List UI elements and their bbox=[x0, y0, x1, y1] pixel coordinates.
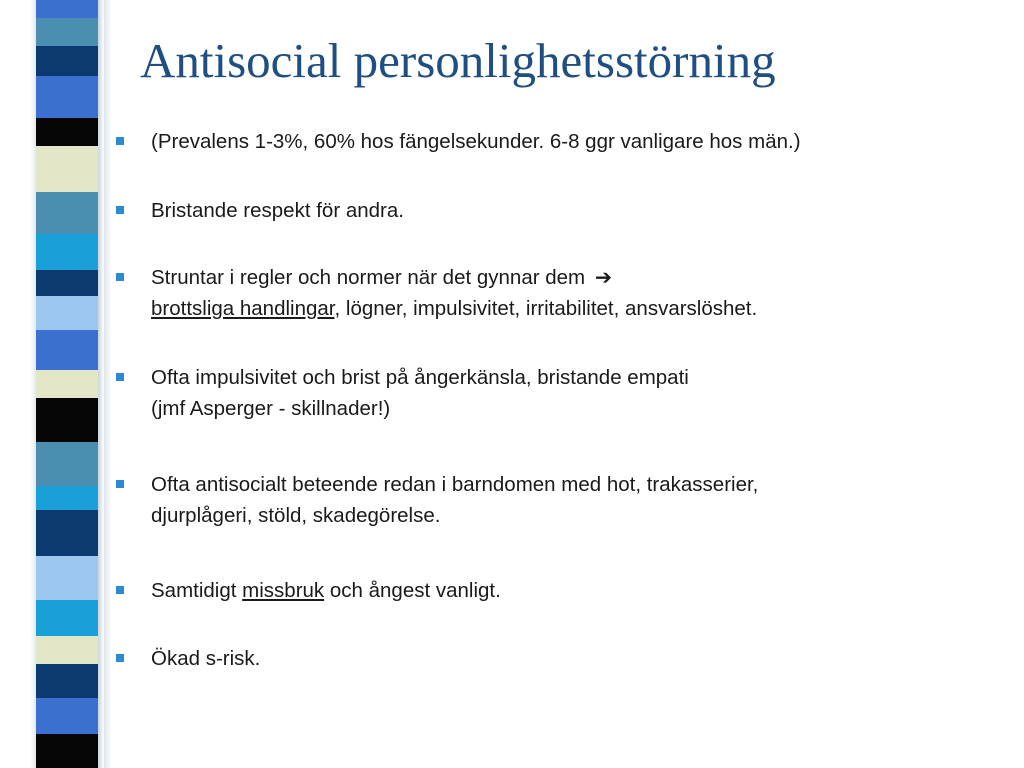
bullet-line bbox=[151, 575, 1011, 606]
bullet-line: Bristande respekt för andra. bbox=[151, 199, 404, 222]
stripe-band bbox=[36, 76, 98, 118]
stripe-band bbox=[36, 192, 98, 234]
bullet-line bbox=[151, 262, 1011, 293]
bullet-line: (Prevalens 1-3%, 60% hos fängelsekunder. 6-8 ggr vanligare hos män.) bbox=[151, 130, 801, 153]
stripe-band bbox=[36, 330, 98, 370]
square-bullet-icon bbox=[116, 586, 124, 594]
bullet-item bbox=[114, 362, 974, 424]
bullet-list bbox=[114, 0, 1014, 768]
bullet-text bbox=[151, 262, 1011, 324]
brottsliga-handlingar-link[interactable]: brottsliga handlingar bbox=[151, 297, 335, 320]
stripe-band bbox=[36, 442, 98, 486]
square-bullet-icon bbox=[116, 206, 124, 214]
bullet-line: Ökad s-risk. bbox=[151, 647, 261, 670]
decorative-stripe-bar bbox=[36, 0, 98, 768]
missbruk-link[interactable]: missbruk bbox=[242, 579, 325, 602]
stripe-shadow bbox=[98, 0, 104, 768]
stripe-band bbox=[36, 556, 98, 600]
bullet-line-text: Samtidigt bbox=[151, 579, 243, 602]
slide-title: Antisocial personlighetsstörning bbox=[140, 33, 776, 88]
bullet-item bbox=[114, 469, 974, 531]
square-bullet-icon bbox=[116, 137, 124, 145]
bullet-line-text: Struntar i regler och normer när det gynnar dem bbox=[151, 266, 586, 289]
bullet-line: Ofta antisocialt beteende redan i barndomen med hot, trakasserier, bbox=[151, 473, 759, 496]
bullet-item bbox=[114, 575, 974, 606]
stripe-band bbox=[36, 698, 98, 734]
stripe-band bbox=[36, 370, 98, 398]
bullet-text bbox=[151, 575, 1011, 606]
square-bullet-icon bbox=[116, 373, 124, 381]
stripe-band bbox=[36, 46, 98, 76]
stripe-band bbox=[36, 18, 98, 46]
bullet-line bbox=[151, 293, 1011, 324]
bullet-line-text: , lögner, impulsivitet, irritabilitet, ansvarslöshet. bbox=[334, 297, 758, 320]
bullet-text bbox=[151, 362, 1011, 424]
bullet-text bbox=[151, 126, 1011, 157]
square-bullet-icon bbox=[116, 273, 124, 281]
stripe-band bbox=[36, 234, 98, 270]
stripe-band bbox=[36, 510, 98, 556]
bullet-line: Ofta impulsivitet och brist på ångerkänsla, bristande empati bbox=[151, 366, 689, 389]
stripe-band bbox=[36, 398, 98, 442]
bullet-item bbox=[114, 262, 974, 324]
stripe-band bbox=[36, 270, 98, 296]
bullet-item bbox=[114, 195, 974, 226]
right-arrow-icon: ➔ bbox=[594, 266, 613, 289]
stripe-band bbox=[36, 296, 98, 330]
stripe-band bbox=[36, 486, 98, 510]
stripe-band bbox=[36, 146, 98, 192]
stripe-band bbox=[36, 734, 98, 768]
stripe-band bbox=[36, 118, 98, 146]
bullet-text bbox=[151, 469, 1011, 531]
stripe-band bbox=[36, 636, 98, 664]
stripe-band bbox=[36, 664, 98, 698]
bullet-text bbox=[151, 643, 1011, 674]
bullet-line: (jmf Asperger - skillnader!) bbox=[151, 397, 391, 420]
square-bullet-icon bbox=[116, 654, 124, 662]
bullet-text bbox=[151, 195, 1011, 226]
stripe-band bbox=[36, 600, 98, 636]
bullet-item bbox=[114, 126, 974, 157]
bullet-line-text: och ångest vanligt. bbox=[324, 579, 501, 602]
stripe-band bbox=[36, 0, 98, 18]
bullet-line: djurplågeri, stöld, skadegörelse. bbox=[151, 504, 441, 527]
bullet-item bbox=[114, 643, 974, 674]
square-bullet-icon bbox=[116, 480, 124, 488]
